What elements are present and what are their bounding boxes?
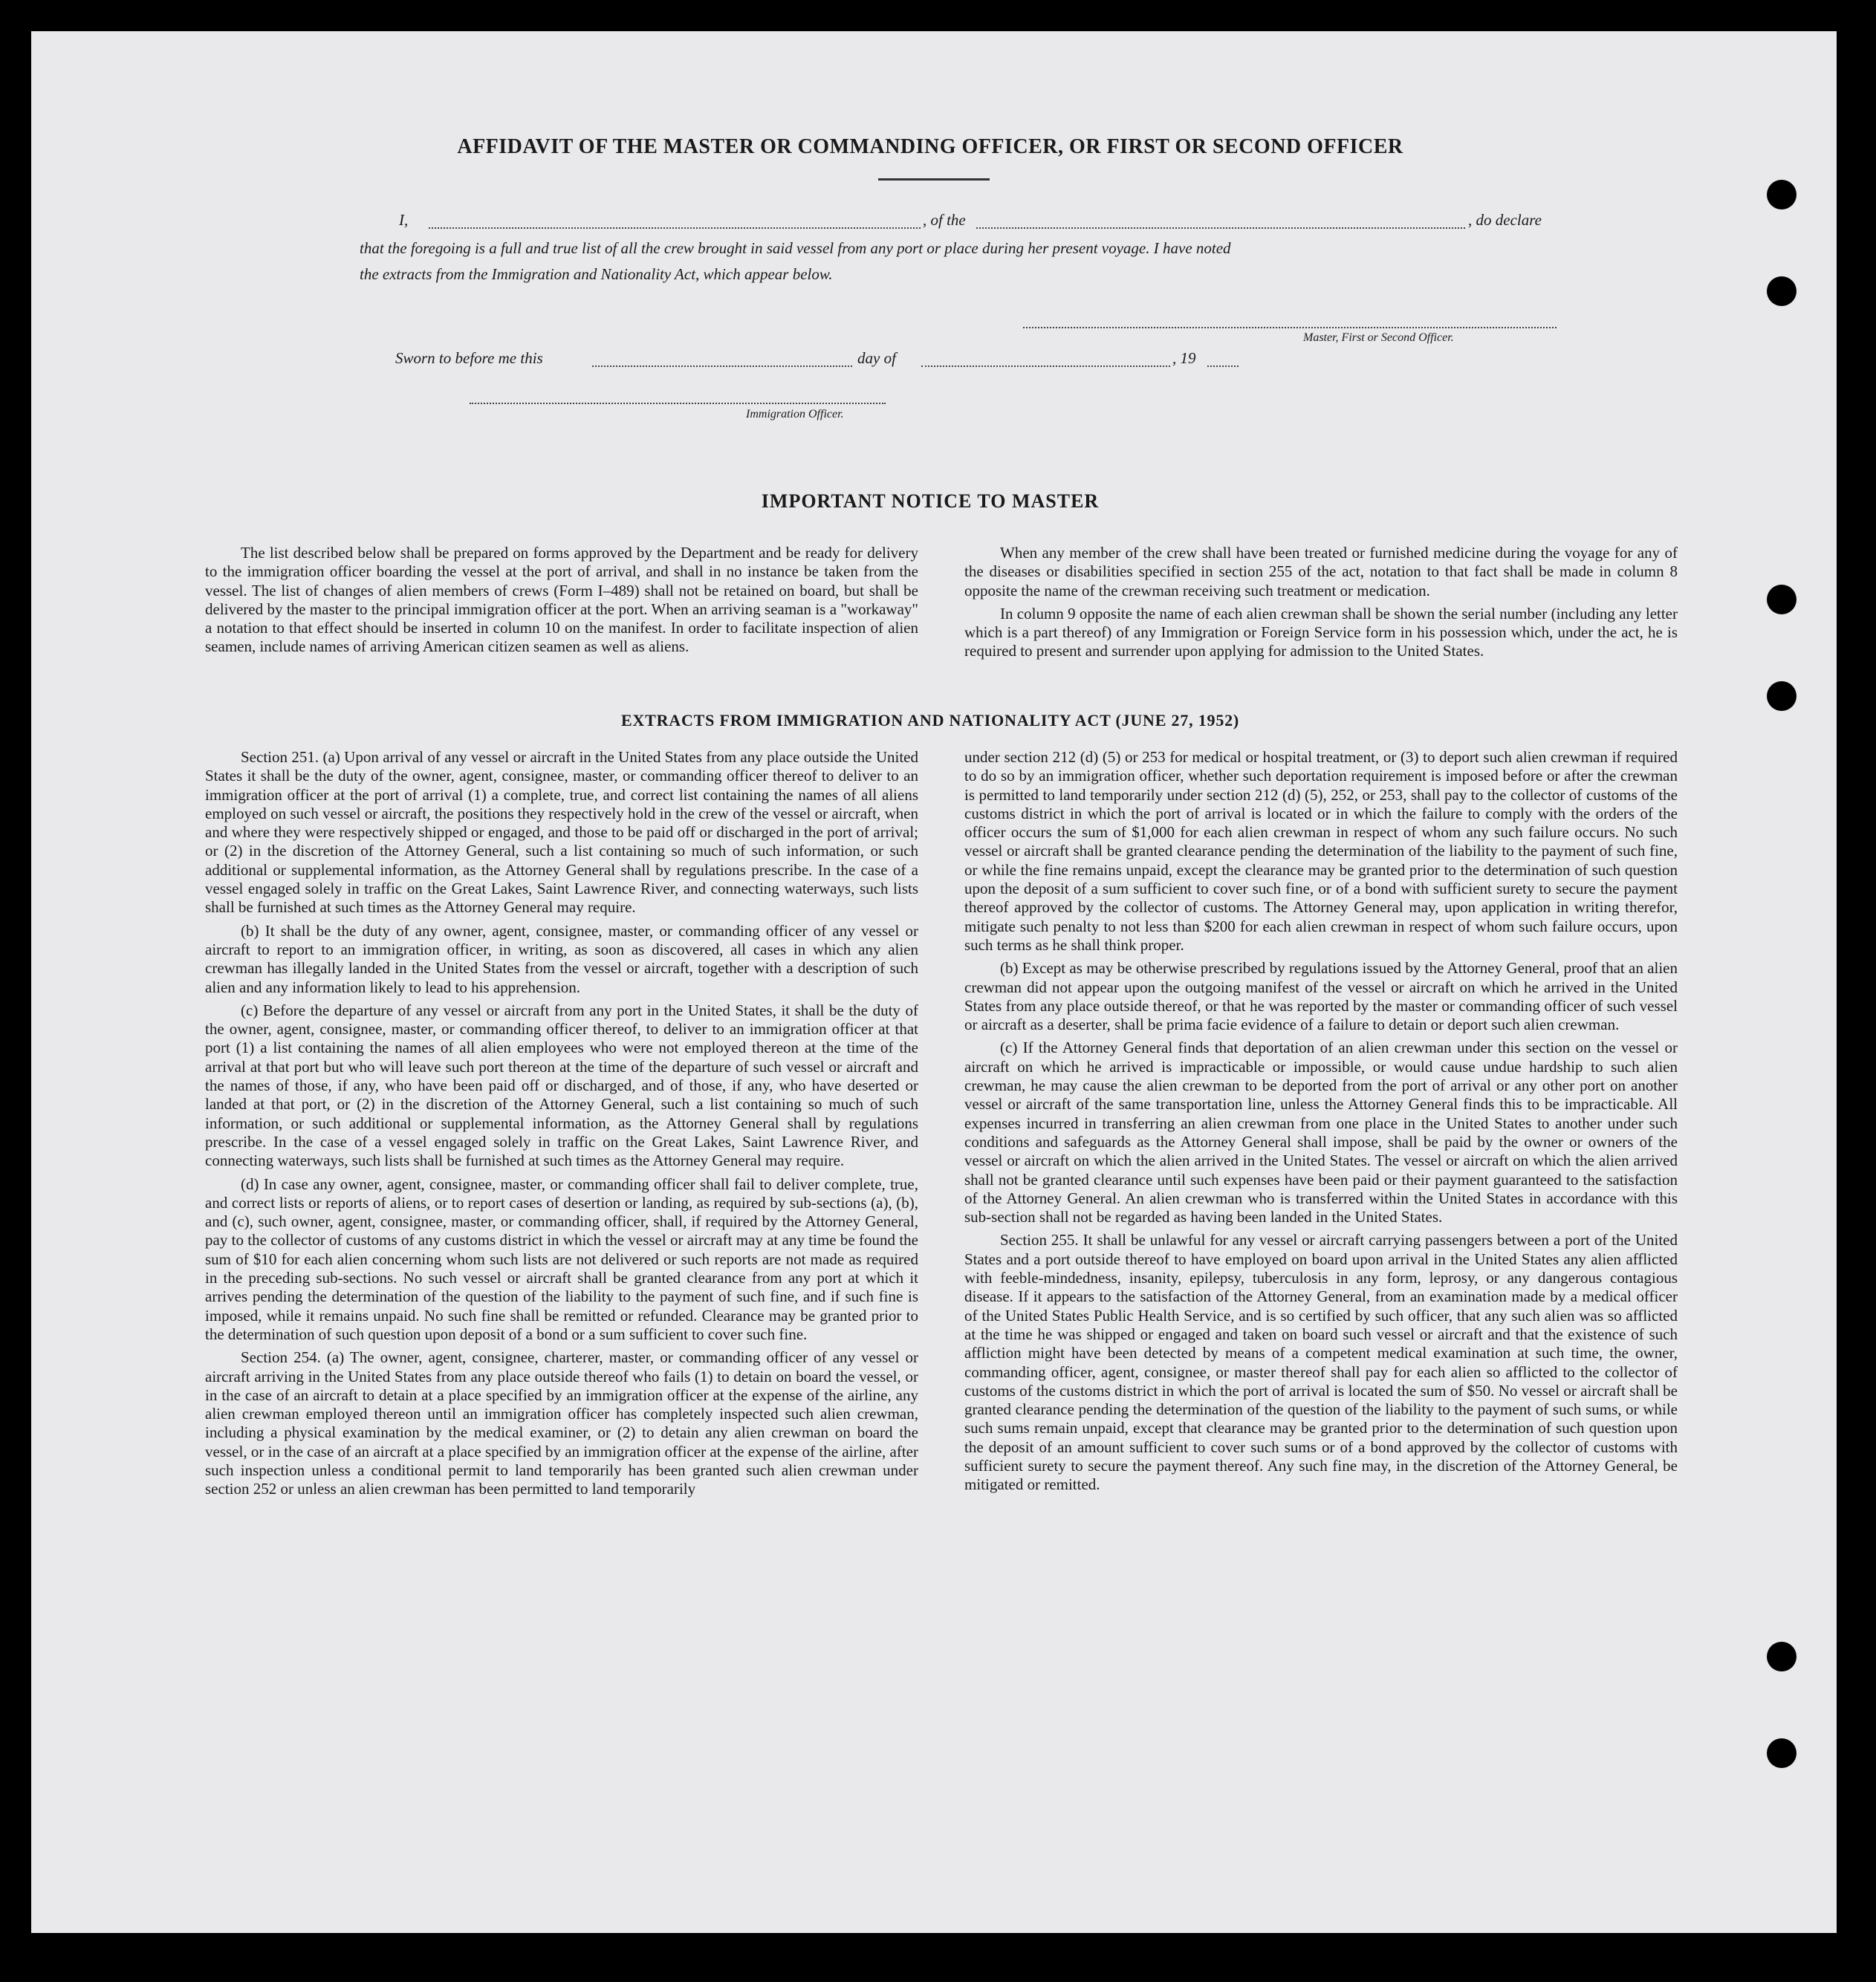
section-254-b: (b) Except as may be otherwise prescribed by regulations issued by the Attorney General, proof that an alien crewman did not appear upon the outgoing manifest of the vessel or aircraft on which he arrived in the United States from any place outside thereof, or that he was reported by the master or commanding officer of such vessel or aircraft as a deserter, shall be prima facie evidence of a failure to detain or deport such alien crewman. (964, 959, 1678, 1034)
notice-right-paragraph-2: In column 9 opposite the name of each alien crewman shall be shown the serial number (including any letter which is a part thereof) of any Immigration or Foreign Service form in his possession which, under the act, he is required to present and surrender upon applying for admission to the United States. (964, 604, 1678, 660)
immigration-officer-signature-line[interactable] (470, 403, 886, 404)
notice-right-paragraph-1: When any member of the crew shall have been treated or furnished medicine during the voyage for any of the diseases or disabilities specified in section 255 of the act, notation to that fact shall be made in column 8 opposite the name of the crewman receiving such treatment or medication. (964, 544, 1678, 600)
section-251-c: (c) Before the departure of any vessel or aircraft from any port in the United States, it shall be the duty of the owner, agent, consignee, master, or commanding officer thereof, to deliver to an immigration officer at that port (1) a list containing the names of all alien employees who were not employed thereon at the time of the arrival at that port but who will leave such port thereon at the time of the departure of such vessel or aircraft and the names of those, if any, who have been paid off or discharged, and of those, if any, who have deserted or landed at that port, or (2) in the discretion of the Attorney General, such a list containing so much of such information, or such additional or supplemental information, as the Attorney General shall by regulations prescribe. In the case of a vessel engaged solely in traffic on the Great Lakes, Saint Lawrence River, and connecting waterways, such lists shall be furnished at such times as the Attorney General may require. (205, 1001, 918, 1170)
punch-hole (1767, 681, 1797, 711)
notice-right-column (964, 544, 1678, 666)
notice-left-column (205, 544, 918, 661)
section-254-c: (c) If the Attorney General finds that deportation of an alien crewman under this section on the vessel or aircraft on which he arrived is impracticable or impossible, or would cause undue hardship to such alien crewman, he may cause the alien crewman to be deported from the port of arrival or any other port on another vessel or aircraft of the same transportation line, unless the Attorney General finds this to be impracticable. All expenses incurred in transferring an alien crewman from one place in the United States to another under such conditions and safeguards as the Attorney General shall impose, shall be paid by the owner or owners of the vessel or aircraft on which the alien arrived in the United States. The vessel or aircraft on which the alien arrived shall not be granted clearance until such expenses have been paid or their payment guaranteed to the satisfaction of the Attorney General. An alien crewman who is transferred within the United States in accordance with this sub-section shall not be regarded as having been landed in the United States. (964, 1039, 1678, 1226)
section-255: Section 255. It shall be unlawful for any vessel or aircraft carrying passengers between a port of the United States and a port outside thereof to have employed on board upon arrival in the United States any alien afflicted with feeble-mindedness, insanity, epilepsy, tuberculosis in any form, leprosy, or any dangerous contagious disease. If it appears to the satisfaction of the Attorney General, from an examination made by a medical officer of the United States Public Health Service, and is so certified by such officer, that any such alien was so afflicted at the time he was shipped or engaged and taken on board such vessel or aircraft and that the existence of such affliction might have been detected by means of a competent medical examination at such time, the owner, commanding officer, agent, consignee, or master thereof shall pay for each alien so afflicted to the collector of customs of the customs district in which the port of arrival is located the sum of $50. No vessel or aircraft shall be granted clearance pending the determination of the question of the liability to the payment of such sums, or while such sums remain unpaid, except that clearance may be granted prior to the determination of such question upon the deposit of an amount sufficient to cover such sums or of a bond approved by the collector of customs with sufficient surety to secure the payment thereof. Any such fine may, in the discretion of the Attorney General, be mitigated or remitted. (964, 1231, 1678, 1494)
affidavit-title: AFFIDAVIT OF THE MASTER OR COMMANDING OFFICER, OR FIRST OR SECOND OFFICER (457, 135, 1403, 158)
declaration-line-2: the extracts from the Immigration and Nationality Act, which appear below. (360, 265, 833, 283)
title-underline (878, 178, 990, 181)
vessel-blank[interactable] (976, 227, 1465, 229)
extracts-right-column (964, 748, 1678, 1499)
sworn-label: Sworn to before me this (395, 349, 543, 367)
notice-title: IMPORTANT NOTICE TO MASTER (761, 490, 1100, 512)
day-of-label: day of (857, 349, 896, 367)
punch-hole (1767, 276, 1797, 306)
section-254-a-continued: under section 212 (d) (5) or 253 for medical or hospital treatment, or (3) to deport such alien crewman if required to do so by an immigration officer, whether such deportation requirement is imposed before or after the crewman is permitted to land temporarily under section 212 (d) (5), 252, or 253, shall pay to the collector of customs of the customs district in which the port of arrival is located or in which the failure to comply with the orders of the officer occurs the sum of $1,000 for each alien crewman in respect of whom any such failure occurs. No such vessel or aircraft shall be granted clearance pending the determination of the liability to the payment of such fine, or while the fine remains unpaid, except the clearance may be granted prior to the determination of such question upon the deposit of a sum sufficient to cover such fine, or of a bond with sufficient surety to secure the payment thereof approved by the collector of customs. The Attorney General may, upon application in writing therefor, mitigate such penalty to not less than $200 for each alien crewman in respect of whom such failure occurs, upon such terms as he shall think proper. (964, 748, 1678, 954)
extracts-left-column (205, 748, 918, 1504)
sworn-day-blank[interactable] (592, 365, 852, 367)
punch-hole (1767, 180, 1797, 209)
sworn-year-blank[interactable] (1207, 365, 1239, 367)
section-251-b: (b) It shall be the duty of any owner, agent, consignee, master, or commanding officer of any vessel or aircraft to report to an immigration officer, in writing, as soon as discovered, all cases in which any alien crewman has illegally landed in the United States from the vessel or aircraft, together with a description of such alien and any information likely to lead to his apprehension. (205, 921, 918, 996)
section-251-a: Section 251. (a) Upon arrival of any vessel or aircraft in the United States from any place outside the United States it shall be the duty of the owner, agent, consignee, master, or commanding officer thereof to deliver to an immigration officer at the port of arrival (1) a complete, true, and correct list containing the names of all aliens employed on such vessel or aircraft, the positions they respectively hold in the crew of the vessel or aircraft, when and where they were respectively shipped or engaged, and those to be paid off or discharged in the port of arrival; or (2) in the discretion of the Attorney General, such a list containing so much of such information, or such additional or supplemental information, as the Attorney General shall by regulations prescribe. In the case of a vessel engaged solely in traffic on the Great Lakes, Saint Lawrence River, and connecting waterways, such lists shall be furnished at such times as the Attorney General may require. (205, 748, 918, 917)
document-page (31, 31, 1837, 1933)
label-do-declare: , do declare (1468, 211, 1542, 229)
label-i: I, (399, 211, 409, 229)
extracts-title: EXTRACTS FROM IMMIGRATION AND NATIONALITY ACT (JUNE 27, 1952) (620, 711, 1240, 730)
immigration-officer-label: Immigration Officer. (746, 408, 844, 420)
section-251-d: (d) In case any owner, agent, consignee, master, or commanding officer shall fail to deliver complete, true, and correct lists or reports of aliens, or to report cases of desertion or landing, as required by sub-sections (a), (b), and (c), such owner, agent, consignee, master, or commanding officer, shall, if required by the Attorney General, pay to the collector of customs of any customs district in which the vessel or aircraft may at any time be found the sum of $10 for each alien concerning whom such lists are not delivered or such reports are not made as required in the preceding sub-sections. No such vessel or aircraft shall be granted clearance from any port at which it arrives pending the determination of the question of the liability to the payment of such fine, and if such fine is imposed, while it remains unpaid. No such fine shall be remitted or refunded. Clearance may be granted prior to the determination of such question upon deposit of a bond or a sum sufficient to cover such fine. (205, 1174, 918, 1343)
master-signature-line[interactable] (1023, 327, 1557, 328)
name-blank[interactable] (429, 227, 921, 229)
master-signature-label: Master, First or Second Officer. (1303, 331, 1454, 344)
punch-hole (1767, 585, 1797, 614)
section-254-a: Section 254. (a) The owner, agent, consignee, charterer, master, or commanding officer of any vessel or aircraft arriving in the United States from any place outside thereof who fails (1) to detain on board the vessel, or in the case of an aircraft to detain at a place specified by an immigration officer at the expense of the airline, any alien crewman employed thereon until an immigration officer has completely inspected such alien crewman, including a physical examination by the medical examiner, or (2) to detain any alien crewman on board the vessel, or in the case of an aircraft at a place specified by an immigration officer at the expense of the airline, after such inspection unless a conditional permit to land temporarily has been granted such alien crewman under section 252 or unless an alien crewman has been permitted to land temporarily (205, 1348, 918, 1498)
year-label: , 19 (1172, 349, 1196, 367)
notice-left-paragraph: The list described below shall be prepared on forms approved by the Department and be ready for delivery to the immigration officer boarding the vessel at the port of arrival, and shall in no instance be taken from the vessel. The list of changes of alien members of crews (Form I–489) shall not be retained on board, but shall be delivered by the master to the principal immigration officer at the port. When an arriving seaman is a "workaway" a notation to that effect should be inserted in column 10 on the manifest. In order to facilitate inspection of alien seamen, include names of arriving American citizen seamen as well as aliens. (205, 544, 918, 656)
punch-hole (1767, 1738, 1797, 1768)
label-of-the: , of the (923, 211, 966, 229)
punch-hole (1767, 1642, 1797, 1671)
sworn-month-blank[interactable] (921, 365, 1170, 367)
declaration-line-1: that the foregoing is a full and true list of all the crew brought in said vessel from any port or place during her present voyage. I have noted (360, 239, 1231, 257)
